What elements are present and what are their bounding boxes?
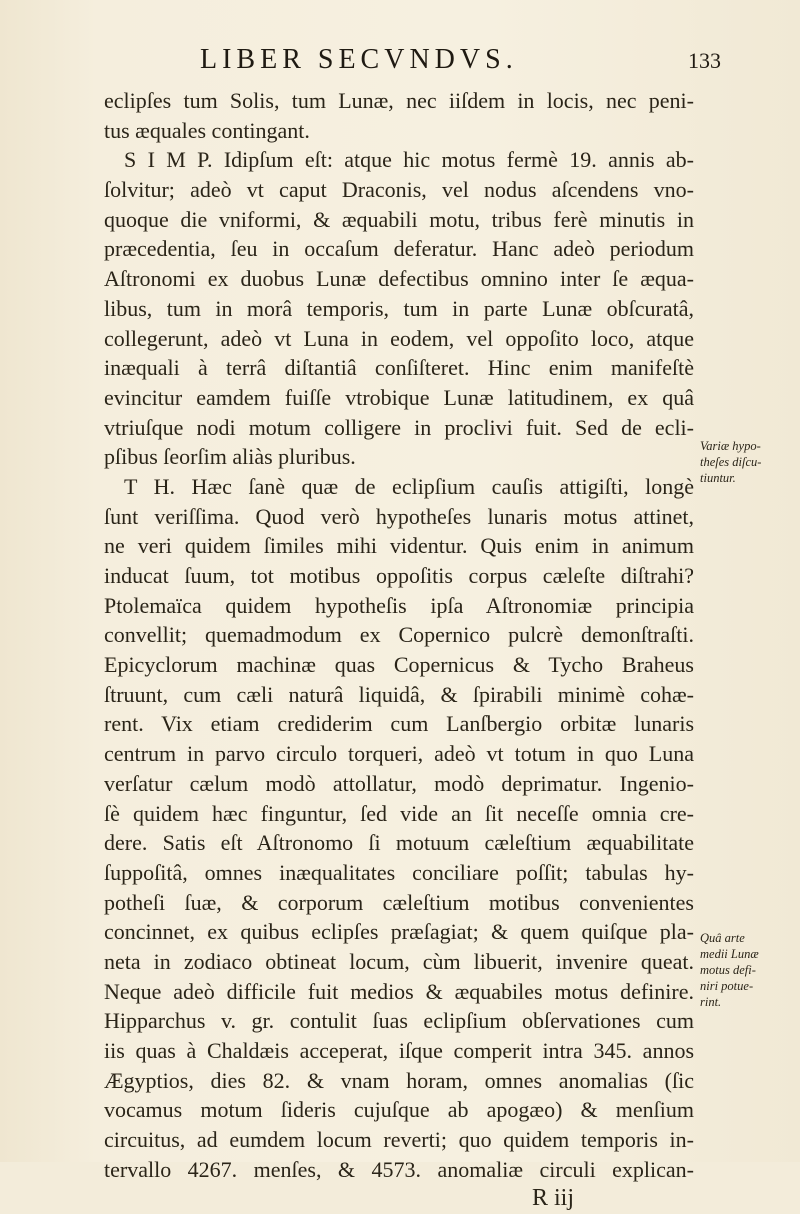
text-line: verſatur cælum modò attollatur, modò deprimatur. Ingenio- (104, 770, 694, 796)
margin-note-line: theſes diſcu- (700, 455, 762, 469)
margin-note-hypotheses (700, 438, 796, 486)
text-line: vtriuſque nodi motum colligere in proclivi fuit. Sed de ecli- (104, 414, 694, 440)
margin-note-line: rint. (700, 995, 722, 1009)
text-line: ne veri quidem ſimiles mihi videntur. Quis enim in animum (104, 533, 694, 559)
margin-note-line: motus defi- (700, 963, 756, 977)
text-line: eclipſes tum Solis, tum Lunæ, nec iiſdem in locis, nec peni- (104, 88, 694, 113)
body-text (104, 86, 694, 1214)
text-line: dere. Satis eſt Aſtronomo ſi motuum cæleſtium æquabilitate (104, 830, 694, 856)
signature-mark: R iij (531, 1185, 574, 1212)
margin-note-line: Quâ arte (700, 931, 745, 945)
page-number: 133 (688, 48, 721, 73)
text-line: potheſi ſuæ, & corporum cæleſtium motibus convenientes (104, 889, 694, 915)
text-line: tervallo 4267. menſes, & 4573. anomaliæ circuli explican- (104, 1156, 694, 1182)
text-line: centrum in parvo circulo torqueri, adeò vt totum in quo Luna (104, 741, 694, 767)
text-line: neta in zodiaco obtineat locum, cùm libuerit, invenire queat. (104, 948, 694, 974)
text-line: Ptolemaïca quidem hypotheſis ipſa Aſtronomiæ principia (104, 592, 694, 618)
text-line: collegerunt, adeò vt Luna in eodem, vel oppoſito loco, atque (104, 325, 694, 351)
text-line: circuitus, ad eumdem locum reverti; quo quidem temporis in- (104, 1127, 694, 1153)
text-line: quoque die vniformi, & æquabili motu, tribus ferè minutis in (104, 206, 694, 232)
text-line: pſibus ſeorſim aliàs pluribus. (104, 444, 356, 470)
text-line: Ægyptios, dies 82. & vnam horam, omnes anomalias (ſic (104, 1067, 694, 1093)
margin-note-line: tiuntur. (700, 471, 736, 485)
margin-note-line: medii Lunæ (700, 947, 759, 961)
text-line: Aſtronomi ex duobus Lunæ defectibus omnino inter ſe æqua- (104, 266, 694, 292)
text-line: præcedentia, ſeu in occaſum deferatur. Hanc adeò periodum (104, 236, 694, 262)
text-line: Hipparchus v. gr. contulit ſuas eclipſium obſervationes cum (104, 1008, 694, 1034)
text-line: vocamus motum ſideris cujuſque ab apogæo) & menſium (104, 1097, 694, 1123)
text-line: tus æquales contingant. (104, 117, 310, 143)
text-line: libus, tum in morâ temporis, tum in parte Lunæ obſcuratâ, (104, 295, 694, 321)
text-line: concinnet, ex quibus eclipſes præſagiat; & quem quiſque pla- (104, 919, 694, 945)
text-line: ſolvitur; adeò vt caput Draconis, vel nodus aſcendens vno- (104, 177, 694, 203)
text-line: Neque adeò difficile fuit medios & æquabiles motus definire. (104, 978, 694, 1004)
text-line: convellit; quemadmodum ex Copernico pulcrè demonſtraſti. (104, 622, 694, 648)
margin-note-line: niri potue- (700, 979, 754, 993)
running-head: LIBER SECVNDVS. (200, 44, 518, 75)
margin-note-line: Variæ hypo- (700, 439, 761, 453)
text-line: inæquali à terrâ diſtantiâ conſiſteret. Hinc enim manifeſtè (104, 355, 694, 381)
text-line: ſtruunt, cum cæli naturâ liquidâ, & ſpirabili minimè cohæ- (104, 681, 694, 707)
text-line: evincitur eamdem fuiſſe vtrobique Lunæ latitudinem, ex quâ (104, 384, 694, 410)
text-line: ſè quidem hæc finguntur, ſed vide an ſit neceſſe omnia cre- (104, 800, 694, 826)
text-line: rent. Vix etiam crediderim cum Lanſbergio orbitæ lunaris (104, 711, 694, 737)
margin-note-mean-motion (700, 930, 796, 1010)
text-line: T H. Hæc ſanè quæ de eclipſium cauſis attigiſti, longè (124, 473, 694, 499)
text-line: ſuppoſitâ, omnes inæqualitates conciliare poſſit; tabulas hy- (104, 859, 694, 885)
text-line: inducat ſuum, tot motibus oppoſitis corpus cæleſte diſtrahi? (104, 563, 694, 588)
text-line: Epicyclorum machinæ quas Copernicus & Tycho Braheus (104, 652, 694, 678)
text-line: ſunt veriſſima. Quod verò hypotheſes lunaris motus attinet, (104, 503, 694, 529)
text-line: iis quas à Chaldæis acceperat, iſque comperit intra 345. annos (104, 1038, 694, 1063)
text-line: S I M P. Idipſum eſt: atque hic motus fermè 19. annis ab- (124, 147, 694, 173)
